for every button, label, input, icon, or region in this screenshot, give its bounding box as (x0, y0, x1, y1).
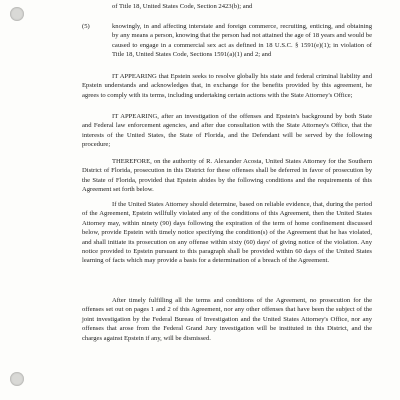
paragraph-investigation: IT APPEARING, after an investigation of the offenses and Epstein's background by both State and Federal law enforcement agencies, and after due consultation with the State Attorney's Office, that the interests of the United States, the State of Florida, and the Defendant will be served by the following procedure; (82, 113, 372, 149)
continued-line: of Title 18, United States Code, Section 2423(b); and (112, 3, 253, 10)
paragraph-violation-notice: If the United States Attorney should determine, based on reliable evidence, that, during the period of the Agreement, Epstein willfully violated any of the conditions of this Agreement, then the United States Attorney may, within ninety (90) days following the expiration of the term of home confinement discussed below, provide Epstein with timely notice specifying the condition(s) of the Agreement that he has violated, and shall initiate its prosecution on any offense within sixty (60) days' of giving notice of the violation. Any notice provided to Epstein pursuant to this paragraph shall be provided within 60 days of the United States learning of facts which may provide a basis for a determination of a breach of the Agreement. (82, 201, 372, 265)
item-text: knowingly, in and affecting interstate and foreign commerce, recruiting, enticing, and obtaining by any means a person, knowing that the person had not attained the age of 18 years and would be caused to engage in a commercial sex act as defined in 18 U.S.C. § 1591(e)(1); in violation of Title 18, United States Code, Sections 1591(a)(1) and 2; and (112, 23, 372, 59)
item-number: (5) (82, 23, 90, 30)
paragraph-resolve-liability: IT APPEARING that Epstein seeks to resolve globally his state and federal criminal liability and Epstein understands and acknowledges that, in exchange for the benefits provided by this agreement, he agrees to comply with its terms, including undertaking certain actions with the State Attorney's Office; (82, 73, 372, 99)
paragraph-therefore: THEREFORE, on the authority of R. Alexander Acosta, United States Attorney for the Southern District of Florida, prosecution in this District for these offenses shall be deferred in favor of prosecution by the State of Florida, provided that Epstein abides by the following conditions and the requirements of this Agreement set forth below. (82, 158, 372, 194)
paragraph-no-prosecution: After timely fulfilling all the terms and conditions of the Agreement, no prosecution for the offenses set out on pages 1 and 2 of this Agreement, nor any other offenses that have been the subject of the joint investigation by the Federal Bureau of Investigation and the United States Attorney's Office, nor any offenses that arose from the Federal Grand Jury investigation will be instituted in this District, and the charges against Epstein if any, will be dismissed. (82, 297, 372, 342)
numbered-item-5 (82, 22, 372, 60)
punch-hole-bottom (10, 372, 24, 386)
punch-hole-top (10, 7, 24, 21)
